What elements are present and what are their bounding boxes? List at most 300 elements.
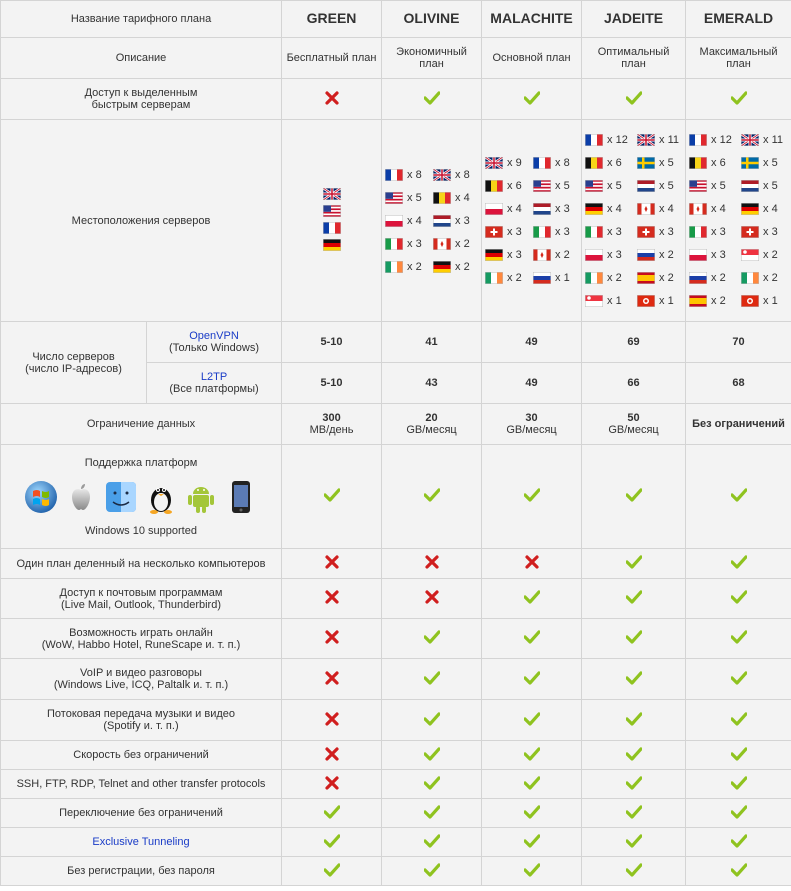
flag-gb-icon	[323, 188, 341, 200]
row-label	[1, 79, 282, 120]
flag-row	[689, 244, 791, 267]
cross-icon	[424, 555, 440, 569]
feature-mark	[282, 700, 382, 741]
flag-entry	[485, 180, 533, 192]
feature-mark	[582, 445, 686, 549]
feature-mark	[382, 579, 482, 619]
feature-mark	[282, 579, 382, 619]
flag-entry	[741, 157, 791, 169]
flag-entry	[585, 295, 637, 307]
flag-count: x 2	[763, 272, 778, 284]
cross-icon	[324, 671, 340, 685]
plan-description: Оптимальный план	[582, 38, 686, 79]
flag-entry	[741, 295, 791, 307]
cross-icon	[324, 555, 340, 569]
check-icon	[626, 747, 642, 761]
plan-name: EMERALD	[703, 10, 774, 26]
flag-count: x 2	[507, 272, 522, 284]
check-icon	[731, 555, 747, 569]
flag-entry	[741, 226, 791, 238]
flag-entry	[585, 249, 637, 261]
feature-mark	[282, 741, 382, 770]
feature-mark	[686, 700, 791, 741]
data-unit: GB/месяц	[608, 424, 659, 436]
feature-mark	[282, 549, 382, 579]
flag-count: x 2	[407, 260, 422, 273]
flag-count: x 2	[455, 260, 470, 273]
feature-row	[1, 579, 791, 619]
flag-row	[689, 129, 791, 152]
flag-count: x 1	[659, 295, 674, 307]
flag-entry	[533, 272, 581, 284]
flag-hk-icon	[741, 295, 759, 307]
flag-row	[689, 290, 791, 313]
linux-icon	[143, 479, 179, 515]
flag-grid	[485, 152, 581, 290]
feature-mark	[282, 79, 382, 120]
green-flag-list	[323, 183, 341, 256]
flag-count: x 8	[455, 168, 470, 181]
feature-mark	[382, 659, 482, 700]
feature-mark	[382, 741, 482, 770]
locations-row	[1, 120, 791, 322]
feature-mark	[382, 549, 482, 579]
flag-count: x 3	[507, 249, 522, 261]
plan-description: Основной план	[482, 38, 582, 79]
check-icon	[524, 747, 540, 761]
locations-olivine	[382, 120, 482, 322]
flag-count: x 4	[763, 203, 778, 215]
flag-fr-icon	[533, 157, 551, 169]
flag-row	[385, 163, 481, 186]
plan-name-jadeite	[582, 1, 686, 38]
flag-count: x 12	[607, 134, 628, 146]
flag-entry	[689, 157, 741, 169]
check-icon	[424, 805, 440, 819]
platforms-label: Поддержка платформ	[84, 456, 198, 469]
flag-count: x 1	[555, 272, 570, 284]
feature-row	[1, 619, 791, 659]
flag-row	[485, 244, 581, 267]
flag-entry	[741, 249, 791, 261]
plan-name-row	[1, 1, 791, 38]
l2tp-note: (Все платформы)	[169, 383, 259, 395]
flag-entry	[689, 249, 741, 261]
feature-mark	[482, 857, 582, 886]
openvpn-row	[1, 322, 791, 363]
flag-count: x 6	[507, 180, 522, 192]
flag-entry	[689, 226, 741, 238]
feature-mark	[382, 79, 482, 120]
flag-count: x 3	[555, 226, 570, 238]
feature-label-cell	[1, 770, 282, 799]
feature-label-cell	[1, 619, 282, 659]
flag-fr-icon	[585, 134, 603, 146]
check-icon	[524, 712, 540, 726]
server-count: 66	[582, 363, 686, 404]
l2tp-cell	[147, 363, 282, 404]
flag-pl-icon	[689, 249, 707, 261]
flag-entry	[689, 203, 741, 215]
check-icon	[626, 91, 642, 105]
flag-entry	[637, 134, 689, 146]
flag-count: x 9	[507, 157, 522, 169]
row-label: Местоположения серверов	[1, 120, 282, 322]
feature-mark	[482, 445, 582, 549]
feature-mark	[282, 619, 382, 659]
feature-sublabel: (Spotify и. т. п.)	[103, 720, 179, 732]
check-icon	[626, 630, 642, 644]
feature-mark	[582, 828, 686, 857]
feature-mark	[382, 619, 482, 659]
flag-entry	[533, 157, 581, 169]
flag-row	[585, 129, 689, 152]
flag-count: x 4	[507, 203, 522, 215]
feature-mark	[282, 659, 382, 700]
check-icon	[524, 776, 540, 790]
feature-label: Скорость без ограничений	[73, 749, 209, 761]
feature-label: Доступ к почтовым программам	[59, 586, 223, 599]
check-icon	[424, 488, 440, 502]
feature-label: SSH, FTP, RDP, Telnet and other transfer protocols	[16, 778, 266, 790]
feature-label-cell	[1, 828, 282, 857]
flag-be-icon	[485, 180, 503, 192]
flag-count: x 4	[407, 214, 422, 227]
plan-name: GREEN	[306, 10, 357, 26]
check-icon	[626, 590, 642, 604]
flag-count: x 11	[659, 134, 679, 146]
check-icon	[424, 776, 440, 790]
check-icon	[626, 712, 642, 726]
feature-mark	[686, 857, 791, 886]
feature-mark	[282, 799, 382, 828]
flag-entry	[585, 157, 637, 169]
flag-us-icon	[323, 205, 341, 217]
flag-pl-icon	[585, 249, 603, 261]
flag-entry	[637, 295, 689, 307]
windows-icon	[23, 479, 59, 515]
check-icon	[324, 488, 340, 502]
flag-gb-icon	[741, 134, 759, 146]
feature-row	[1, 659, 791, 700]
flag-count: x 5	[607, 180, 622, 192]
data-limit-value	[582, 404, 686, 445]
cross-icon	[324, 590, 340, 604]
apple-icon	[63, 479, 99, 515]
flag-be-icon	[585, 157, 603, 169]
flag-row	[585, 290, 689, 313]
flag-entry	[433, 261, 481, 273]
flag-count: x 3	[607, 249, 622, 261]
flag-gb-icon	[637, 134, 655, 146]
feature-row	[1, 770, 791, 799]
locations-green	[282, 120, 382, 322]
flag-row	[689, 152, 791, 175]
flag-row	[385, 209, 481, 232]
data-amount: 300	[322, 412, 341, 424]
flag-count: x 4	[607, 203, 622, 215]
feature-sublabel: (Live Mail, Outlook, Thunderbird)	[61, 598, 221, 611]
flag-es-icon	[689, 295, 707, 307]
flag-entry	[637, 157, 689, 169]
flag-it-icon	[533, 226, 551, 238]
feature-row	[1, 700, 791, 741]
feature-label: Возможность играть онлайн	[69, 626, 213, 639]
flag-gb-icon	[485, 157, 503, 169]
check-icon	[731, 488, 747, 502]
flag-entry	[741, 180, 791, 192]
data-amount: 30	[525, 412, 538, 424]
flag-row	[585, 198, 689, 221]
feature-mark	[482, 770, 582, 799]
flag-count: x 8	[407, 168, 422, 181]
feature-mark	[582, 741, 686, 770]
data-unit: GB/месяц	[406, 424, 457, 436]
feature-mark	[482, 579, 582, 619]
flag-count: x 6	[607, 157, 622, 169]
feature-mark	[582, 700, 686, 741]
flag-us-icon	[385, 192, 403, 204]
feature-mark	[582, 579, 686, 619]
flag-row	[585, 152, 689, 175]
flag-row	[485, 267, 581, 290]
data-amount: 20	[425, 412, 438, 424]
check-icon	[731, 834, 747, 848]
check-icon	[626, 555, 642, 569]
feature-mark	[282, 828, 382, 857]
feature-label-cell	[1, 579, 282, 619]
flag-row	[689, 175, 791, 198]
flag-ru-icon	[533, 272, 551, 284]
flag-de-icon	[585, 203, 603, 215]
flag-entry	[637, 180, 689, 192]
feature-mark	[686, 770, 791, 799]
platforms-row	[1, 445, 791, 549]
flag-row	[689, 267, 791, 290]
flag-de-icon	[433, 261, 451, 273]
flag-entry	[385, 215, 433, 227]
server-count: 70	[686, 322, 791, 363]
feature-mark	[686, 659, 791, 700]
plan-name-emerald	[686, 1, 791, 38]
check-icon	[626, 863, 642, 877]
flag-entry	[533, 249, 581, 261]
flag-count: x 3	[507, 226, 522, 238]
flag-entry	[689, 134, 741, 146]
feature-label-cell	[1, 659, 282, 700]
row-label: Описание	[1, 38, 282, 79]
flag-count: x 5	[659, 157, 674, 169]
flag-row	[585, 175, 689, 198]
server-count: 69	[582, 322, 686, 363]
flag-se-icon	[741, 157, 759, 169]
flag-entry	[433, 215, 481, 227]
plan-name: OLIVINE	[403, 10, 460, 26]
flag-count: x 2	[607, 272, 622, 284]
flag-nl-icon	[637, 180, 655, 192]
flag-ie-icon	[385, 261, 403, 273]
flag-entry	[385, 169, 433, 181]
feature-mark	[382, 445, 482, 549]
check-icon	[424, 747, 440, 761]
flag-count: x 8	[555, 157, 570, 169]
plan-description: Максимальный план	[686, 38, 791, 79]
flag-count: x 1	[763, 295, 778, 307]
l2tp-link[interactable]: L2TP	[200, 371, 228, 383]
windows10-note: Windows 10 supported	[85, 524, 197, 537]
flag-row	[585, 267, 689, 290]
flag-entry	[585, 134, 637, 146]
check-icon	[626, 488, 642, 502]
flag-entry	[533, 203, 581, 215]
flag-be-icon	[689, 157, 707, 169]
flag-fr-icon	[385, 169, 403, 181]
flag-entry	[485, 157, 533, 169]
check-icon	[324, 834, 340, 848]
feature-mark	[482, 79, 582, 120]
check-icon	[626, 671, 642, 685]
flag-count: x 4	[659, 203, 674, 215]
feature-sublabel: (Windows Live, ICQ, Paltalk и. т. п.)	[53, 679, 229, 691]
platforms-cell	[1, 445, 282, 549]
flag-entry	[585, 226, 637, 238]
feature-link[interactable]: Exclusive Tunneling	[92, 836, 190, 848]
feature-mark	[482, 828, 582, 857]
data-unit: MB/день	[309, 424, 354, 436]
cross-icon	[324, 747, 340, 761]
flag-ca-icon	[637, 203, 655, 215]
flag-es-icon	[637, 272, 655, 284]
flag-row	[485, 221, 581, 244]
feature-mark	[686, 579, 791, 619]
flag-count: x 12	[711, 134, 732, 146]
flag-pl-icon	[485, 203, 503, 215]
flag-entry	[485, 272, 533, 284]
check-icon	[731, 712, 747, 726]
data-limit-value	[482, 404, 582, 445]
flag-entry	[689, 272, 741, 284]
feature-label-cell	[1, 799, 282, 828]
description-row	[1, 38, 791, 79]
flag-entry	[433, 192, 481, 204]
openvpn-note: (Только Windows)	[169, 342, 259, 354]
flag-ch-icon	[741, 226, 759, 238]
feature-row	[1, 828, 791, 857]
flag-count: x 2	[711, 272, 726, 284]
plan-name: MALACHITE	[490, 10, 573, 26]
check-icon	[524, 834, 540, 848]
cross-icon	[324, 91, 340, 105]
flag-it-icon	[385, 238, 403, 250]
check-icon	[424, 671, 440, 685]
openvpn-link[interactable]: OpenVPN	[189, 330, 239, 342]
flag-sg-icon	[585, 295, 603, 307]
flag-count: x 11	[763, 134, 783, 146]
flag-count: x 2	[711, 295, 726, 307]
check-icon	[424, 91, 440, 105]
flag-row	[385, 186, 481, 209]
feature-mark	[482, 799, 582, 828]
flag-row	[689, 221, 791, 244]
check-icon	[424, 712, 440, 726]
flag-pl-icon	[385, 215, 403, 227]
check-icon	[524, 863, 540, 877]
server-count: 49	[482, 322, 582, 363]
flag-entry	[385, 192, 433, 204]
feature-label: Потоковая передача музыки и видео	[47, 708, 235, 720]
flag-entry	[485, 203, 533, 215]
flag-row	[385, 232, 481, 255]
flag-entry	[485, 249, 533, 261]
check-icon	[626, 776, 642, 790]
flag-count: x 5	[659, 180, 674, 192]
feature-mark	[686, 619, 791, 659]
feature-label-cell	[1, 549, 282, 579]
feature-mark	[582, 799, 686, 828]
feature-mark	[382, 770, 482, 799]
feature-mark	[482, 619, 582, 659]
flag-nl-icon	[433, 215, 451, 227]
plan-description: Бесплатный план	[282, 38, 382, 79]
flag-entry	[533, 180, 581, 192]
data-limit-row	[1, 404, 791, 445]
feature-mark	[582, 79, 686, 120]
data-amount: Без ограничений	[692, 418, 785, 430]
feature-mark	[482, 659, 582, 700]
cross-icon	[324, 776, 340, 790]
plan-name-green	[282, 1, 382, 38]
data-limit-value	[382, 404, 482, 445]
check-icon	[324, 805, 340, 819]
flag-row	[485, 175, 581, 198]
feature-mark	[482, 741, 582, 770]
check-icon	[626, 834, 642, 848]
row-label: Ограничение данных	[1, 404, 282, 445]
server-count: 5-10	[282, 363, 382, 404]
flag-entry	[741, 272, 791, 284]
locations-malachite	[482, 120, 582, 322]
row-label: Название тарифного плана	[1, 1, 282, 38]
phone-icon	[223, 479, 259, 515]
flag-ru-icon	[637, 249, 655, 261]
flag-count: x 3	[607, 226, 622, 238]
feature-mark	[686, 741, 791, 770]
plan-name-malachite	[482, 1, 582, 38]
flag-count: x 5	[763, 157, 778, 169]
feature-label-cell	[1, 857, 282, 886]
feature-label: Без регистрации, без пароля	[67, 865, 215, 877]
flag-entry	[741, 203, 791, 215]
feature-row	[1, 741, 791, 770]
feature-mark	[282, 770, 382, 799]
flag-nl-icon	[741, 180, 759, 192]
flag-se-icon	[637, 157, 655, 169]
flag-be-icon	[433, 192, 451, 204]
flag-count: x 2	[659, 249, 674, 261]
feature-mark	[686, 79, 791, 120]
feature-mark	[582, 857, 686, 886]
check-icon	[731, 747, 747, 761]
flag-us-icon	[689, 180, 707, 192]
flag-sg-icon	[741, 249, 759, 261]
flag-ru-icon	[689, 272, 707, 284]
feature-label: Переключение без ограничений	[59, 807, 223, 819]
feature-mark	[282, 857, 382, 886]
flag-it-icon	[585, 226, 603, 238]
feature-mark	[582, 659, 686, 700]
data-limit-value	[282, 404, 382, 445]
flag-entry	[585, 203, 637, 215]
